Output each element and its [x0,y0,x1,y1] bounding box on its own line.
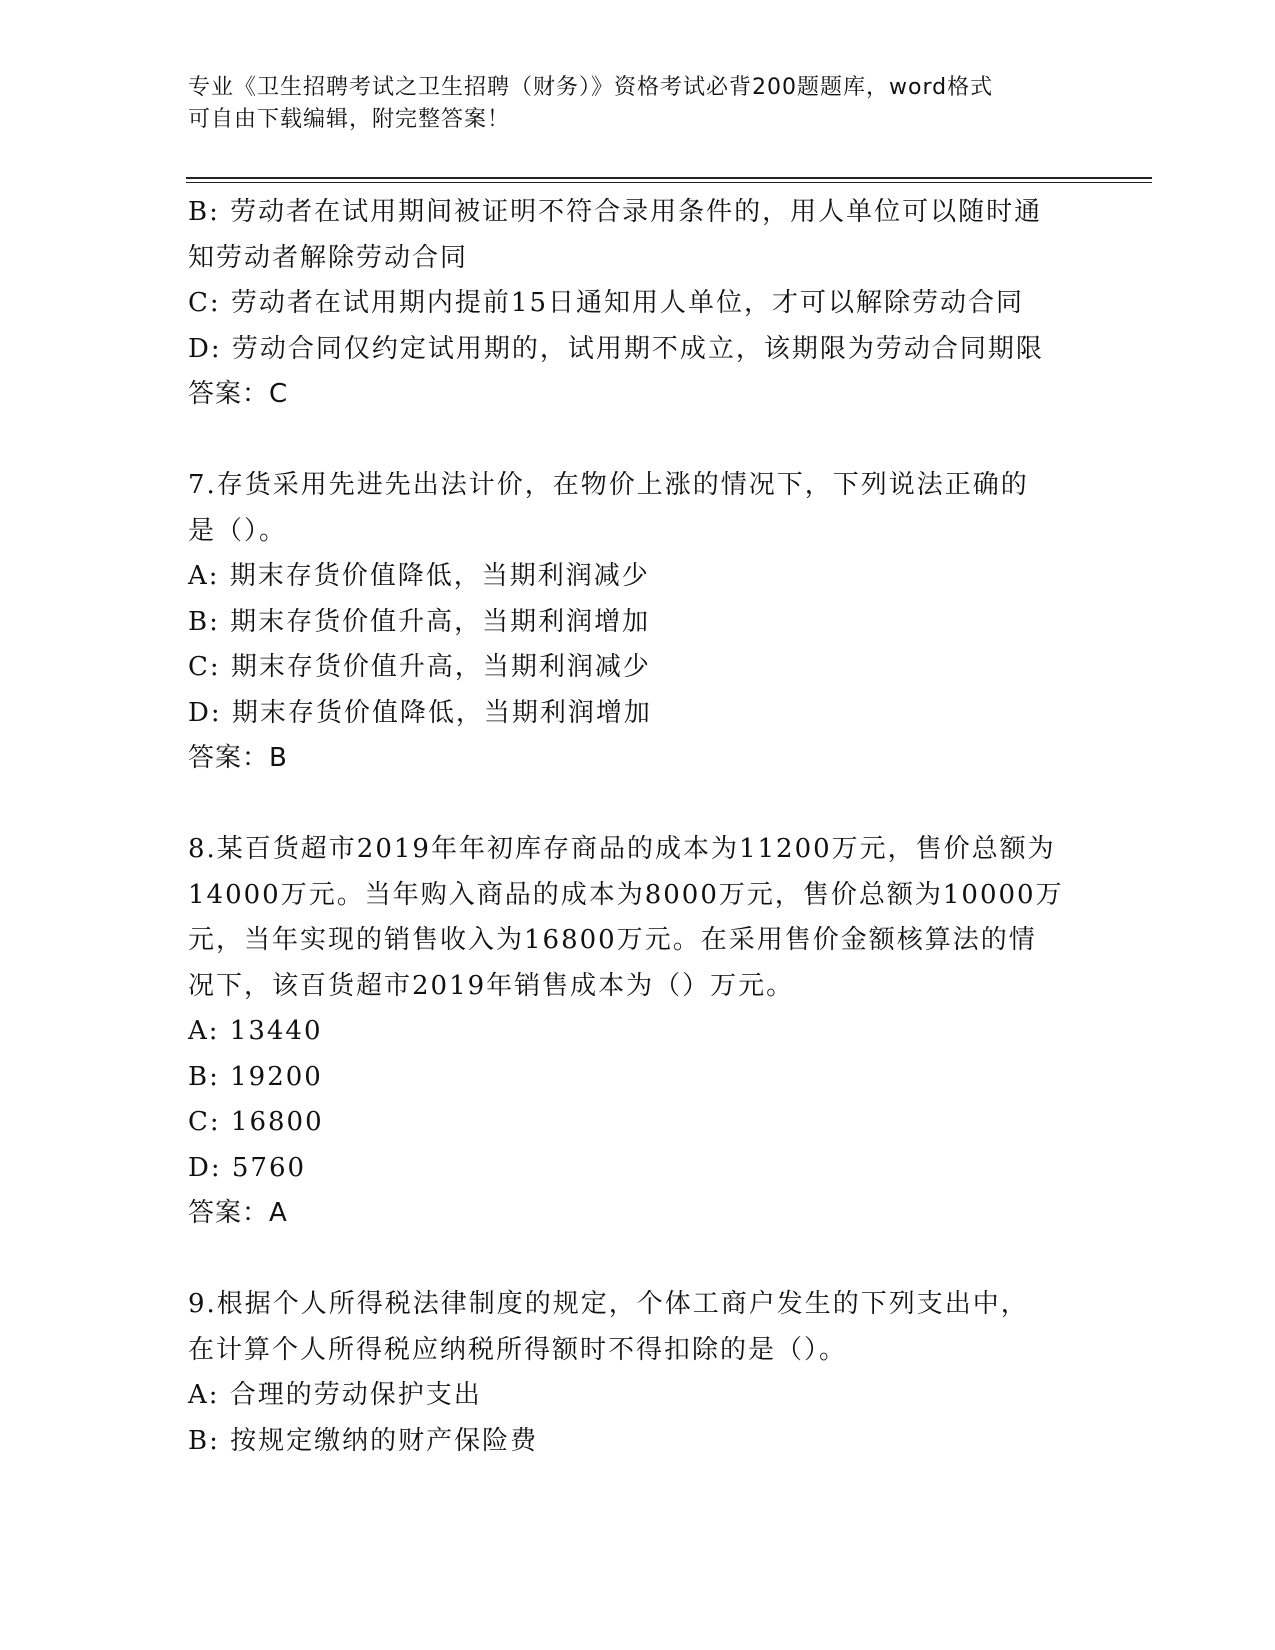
option-b-line-1: B: 劳动者在试用期间被证明不符合录用条件的，用人单位可以随时通 [188,197,1043,227]
question-stem-line-2: 是（）。 [188,515,288,546]
spacer [188,418,1088,464]
question-6-continued [188,190,1088,418]
option-d: D: 期末存货价值降低，当期利润增加 [188,697,652,728]
option-d: D: 5760 [188,1152,307,1183]
document-header [188,72,1068,136]
header-divider [186,177,1152,183]
header-line-1: 专业《卫生招聘考试之卫生招聘（财务）》资格考试必背200题题库，word格式 [188,75,994,100]
answer-line: 答案：B [188,743,288,773]
question-stem-line-1: 9.根据个人所得税法律制度的规定，个体工商户发生的下列支出中， [188,1289,1029,1319]
spacer [188,1237,1088,1283]
question-stem-line-3: 元，当年实现的销售收入为16800万元。在采用售价金额核算法的情 [188,925,1037,955]
question-8 [188,827,1088,1237]
option-b: B: 期末存货价值升高，当期利润增加 [188,606,651,637]
option-a: A: 13440 [188,1016,323,1046]
option-b: B: 按规定缴纳的财产保险费 [188,1425,539,1456]
question-stem-line-4: 况下，该百货超市2019年销售成本为（）万元。 [188,970,795,1001]
option-c: C: 16800 [188,1107,324,1137]
question-stem-line-2: 14000万元。当年购入商品的成本为8000万元，售价总额为10000万 [188,879,1064,910]
option-d: D: 劳动合同仅约定试用期的，试用期不成立，该期限为劳动合同期限 [188,333,1044,364]
answer-line: 答案：C [188,379,289,409]
option-c: C: 劳动者在试用期内提前15日通知用人单位，才可以解除劳动合同 [188,288,1025,318]
option-b-line-2: 知劳动者解除劳动合同 [188,242,469,273]
option-b: B: 19200 [188,1061,323,1092]
question-7 [188,463,1088,782]
spacer [188,782,1088,828]
question-list [188,190,1088,1464]
question-9 [188,1282,1088,1464]
question-stem-line-1: 7.存货采用先进先出法计价，在物价上涨的情况下，下列说法正确的 [188,470,1029,500]
question-stem-line-2: 在计算个人所得税应纳税所得额时不得扣除的是（）。 [188,1334,848,1365]
answer-line: 答案：A [188,1198,288,1228]
header-line-2: 可自由下载编辑，附完整答案！ [188,107,511,132]
option-c: C: 期末存货价值升高，当期利润减少 [188,652,651,682]
option-a: A: 期末存货价值降低，当期利润减少 [188,561,650,591]
option-a: A: 合理的劳动保护支出 [188,1380,482,1410]
question-stem-line-1: 8.某百货超市2019年年初库存商品的成本为11200万元，售价总额为 [188,834,1056,864]
